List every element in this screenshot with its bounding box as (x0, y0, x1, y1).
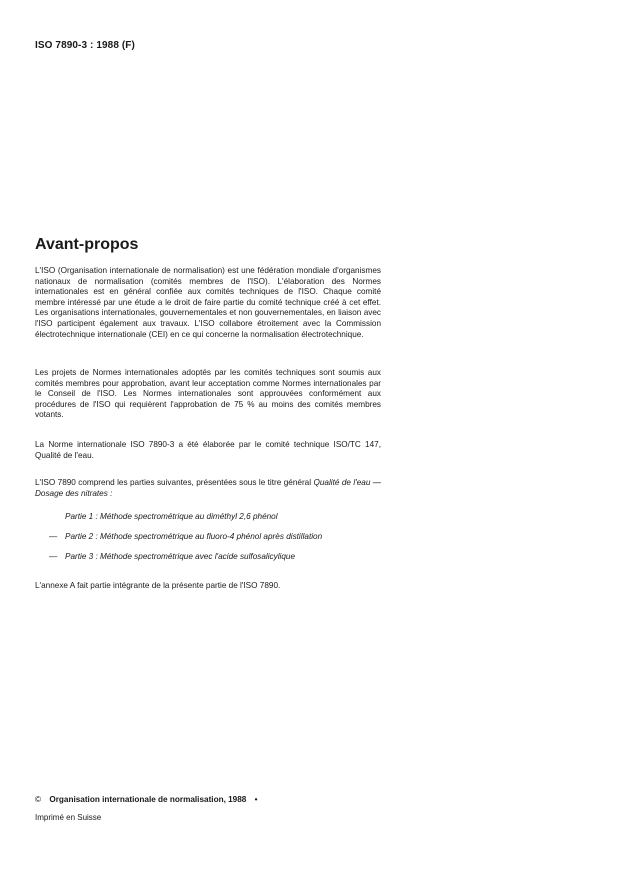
paragraph-parts-intro (35, 478, 381, 499)
copyright-line (35, 795, 258, 804)
document-id: ISO 7890-3 : 1988 (F) (35, 40, 135, 51)
parts-intro-title: Qualité de l'eau — Dosage des nitrates : (35, 478, 381, 498)
copyright-text: Organisation internationale de normalisation, 1988 (49, 795, 247, 804)
paragraph-approval: Les projets de Normes internationales adoptés par les comités techniques sont soumis aux comités membres pour approbation, avant leur acceptation comme Normes internationales par le Conseil de l'ISO. Les Normes internationales sont approuvées conformément aux procédures de l'ISO qui requièrent l'approbation de 75 % au moins des comités membres votants. (35, 368, 381, 420)
list-item (35, 512, 395, 532)
part-label: Partie 1 : Méthode spectrométrique au diméthyl 2,6 phénol (65, 512, 278, 521)
list-dash: — (49, 532, 58, 541)
list-dash: — (49, 552, 58, 561)
copyright-icon: © (35, 795, 42, 804)
part-label: Partie 3 : Méthode spectrométrique avec l'acide sulfosalicylique (65, 552, 296, 561)
parts-list (35, 512, 395, 572)
part-label: Partie 2 : Méthode spectrométrique au fluoro-4 phénol après distillation (65, 532, 323, 541)
list-item (35, 532, 395, 552)
paragraph-committee: La Norme internationale ISO 7890-3 a été élaborée par le comité technique ISO/TC 147, Qualité de l'eau. (35, 440, 381, 460)
paragraph-annex: L'annexe A fait partie intégrante de la présente partie de l'ISO 7890. (35, 581, 281, 590)
page-title: Avant-propos (35, 236, 139, 253)
bullet-icon: • (254, 795, 258, 804)
parts-intro-text: L'ISO 7890 comprend les parties suivantes, présentées sous le titre général (35, 478, 312, 487)
paragraph-iso-intro: L'ISO (Organisation internationale de normalisation) est une fédération mondiale d'organismes nationaux de normalisation (comités membres de l'ISO). L'élaboration des Normes internationales est en général confiée aux comités techniques de l'ISO. Chaque comité membre intéressé par une étude a le droit de faire partie du comité technique créé à cet effet. Les organisations internationales, gouvernementales et non gouvernementales, en liaison avec l'ISO participent également aux travaux. L'ISO collabore étroitement avec la Commission électrotechnique internationale (CEI) en ce qui concerne la normalisation électrotechnique. (35, 266, 381, 339)
printed-in: Imprimé en Suisse (35, 813, 102, 822)
list-item (35, 552, 395, 572)
